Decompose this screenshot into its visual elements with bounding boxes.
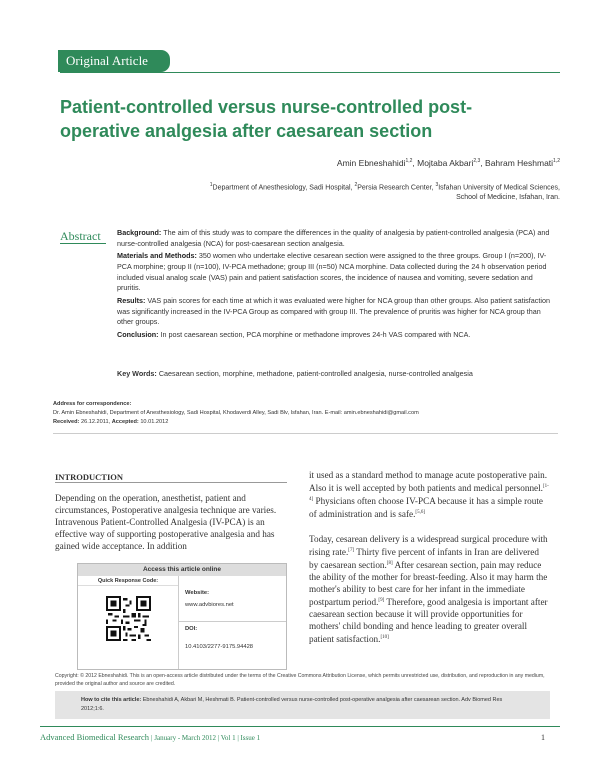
abstract-conclusion: Conclusion: In post caesarean section, PCA morphine or methadone improves 24-h VAS compared with NCA. [117,329,471,339]
journal-name: Advanced Biomedical Research [40,732,150,742]
access-row-divider [179,621,286,622]
abstract-body [117,228,557,342]
keywords [117,369,557,380]
correspondence [53,400,558,427]
introduction-paragraph-2: it used as a standard method to manage acute postoperative pain. Also it is well accepted by both patients and medical personnel.[1-4] Physicians often choose IV-PCA because it has a simple route of administration and is safe.[5,6] [309,470,549,520]
citation-box [55,691,550,719]
header-divider [60,72,560,73]
qr-code[interactable] [106,596,151,641]
introduction-heading: INTRODUCTION [55,472,124,482]
access-heading: Access this article online [78,564,286,576]
doi-value[interactable]: 10.4103/2277-9175.94428 [185,644,254,650]
website-label: Website: [185,590,210,596]
abstract-underline [60,243,106,244]
introduction-paragraph-1: Depending on the operation, anesthetist, patient and circumstances, Postoperative analgesia technique are varies. Intravenous Patient-Controlled Analgesia (IV-PCA) is an effective way of supporting postoperative analgesia and has gained wide acceptance. In addition [55,493,277,551]
authors: Amin Ebneshahidi$^{1,2}$, Mojtaba Akbari$^{2,3}$, Bahram Heshmati$^{1,2}$ [336,158,560,168]
page-number: 1 [541,733,545,742]
footer-divider [40,726,560,727]
abstract-background: Background: The aim of this study was to compare the differences in the quality of analgesia by patient-controlled analgesia (PCA) and nurse-controlled analgesia (NCA) for post-caesarean section analgesia. [117,228,550,248]
abstract-results: Results: VAS pain scores for each time at which it was evaluated were higher for NCA group than other groups. Also patient satisfaction was significantly increased in the IV-PCA Group as compared with group III. The prevalence of pruritis was higher for NCA group than other groups. [117,295,550,327]
copyright-notice: Copyright: © 2012 Ebneshahidi. This is an open-access article distributed under the terms of the Creative Commons Attribution License, which permits unrestricted use, distribution, and reproduction in any medium, provided the original author and source are credited. [55,673,545,687]
keywords-label: Key Words: [117,369,157,378]
correspondence-label: Address for correspondence: [53,401,132,407]
footer-journal [40,732,260,742]
affiliation-line-1: $^1$Department of Anesthesiology, Sadi Hospital, $^2$Persia Research Center, $^3$Isfahan University of Medical Sciences, [209,182,560,192]
issue-info: | January - March 2012 | Vol 1 | Issue 1 [151,734,261,742]
right-column [309,469,549,658]
correspondence-text: Dr. Amin Ebneshahidi, Department of Anesthesiology, Sadi Hospital, Khodaverdi Alley, Sadi Blv, Isfahan, Iran. E-mail: amin.ebneshahidi@gmail.com [53,410,419,416]
article-title: Patient-controlled versus nurse-controlled post-operative analgesia after caesarean section [60,97,473,141]
qr-label: Quick Response Code: [78,576,178,586]
introduction-divider [55,482,287,483]
received-accepted: Received: 26.12.2011, Accepted: 10.01.2012 [53,419,169,425]
correspondence-divider [53,433,558,434]
affiliations [120,180,560,203]
access-divider [178,576,179,669]
access-online-box [77,563,287,670]
affiliation-line-2: School of Medicine, Isfahan, Iran. [456,194,560,202]
keywords-text: Caesarean section, morphine, methadone, patient-controlled analgesia, nurse-controlled analgesia [158,369,473,378]
doi-label: DOI: [185,626,198,632]
abstract-label: Abstract [60,229,101,243]
citation-text: Ebneshahidi A, Akbari M, Heshmati B. Patient-controlled versus nurse-controlled post-operative analgesia after caesarean section. Adv Biomed Res 2012;1:6. [81,697,503,712]
article-type-badge: Original Article [58,50,170,72]
introduction-paragraph-3: Today, cesarean delivery is a widespread surgical procedure with rising rate.[7] Thirty five percent of infants in Iran are delivered by caesarean section.[8] After cesarean section, pain may reduce the ability of the mother for breast-feeding. Also it may harm the mother's ability to best care for her infant in the immediate postpartum period.[9] Therefore, good analgesia is important after caesarean section because it will provide opportunities for mothers' child bonding and hence leading to greater overall patient satisfaction.[10] [309,534,548,645]
website-link[interactable]: www.advbiores.net [185,602,234,608]
citation-label: How to cite this article: [81,697,142,703]
abstract-methods: Materials and Methods: 350 women who undertake elective cesarean section were assigned to the three groups. Group I (n=200), IV-PCA morphine; group II (n=100), IV-PCA methadone; group III (n=50) NCA morphine. Data collected during the 24 h observation period included visual analog scale (VAS) pain and patient satisfaction scores, the incidence of nausea and vomiting, severe sedation and pruritis. [117,251,547,293]
